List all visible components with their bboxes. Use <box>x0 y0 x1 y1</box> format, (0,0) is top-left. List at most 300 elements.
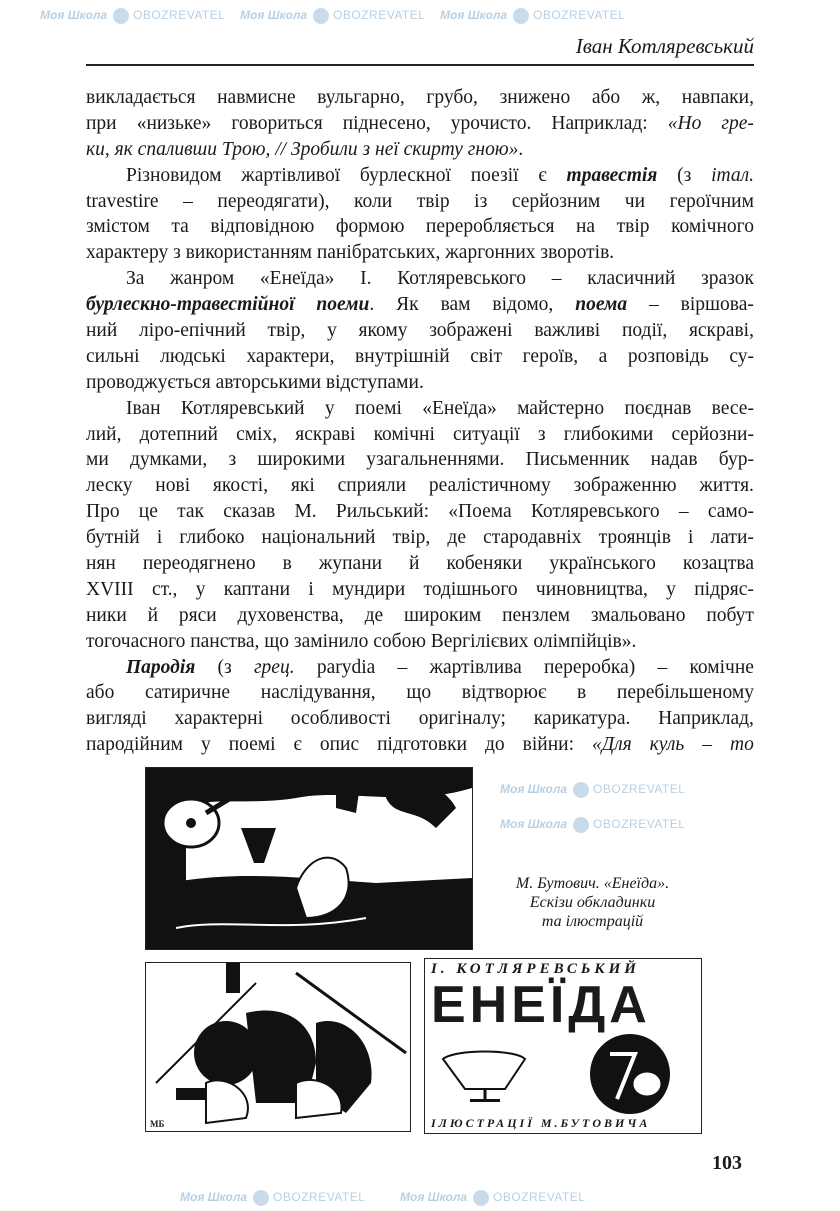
word <box>706 603 754 629</box>
text-segment: й <box>409 553 420 575</box>
word <box>679 499 689 525</box>
text-segment: переодягати), <box>217 190 330 212</box>
watermark-logo-icon <box>573 817 589 833</box>
term-highlight: травестія <box>566 164 658 186</box>
word <box>625 189 645 215</box>
word <box>448 499 511 525</box>
word <box>523 344 578 370</box>
word <box>157 525 162 551</box>
text-segment: твір, <box>267 320 306 342</box>
word <box>701 266 754 292</box>
word <box>628 344 709 370</box>
text-segment: і <box>688 527 694 549</box>
text-segment: переробляється <box>425 216 555 238</box>
text-segment: це <box>138 501 158 523</box>
word <box>681 292 754 318</box>
text-segment: поемі <box>228 734 276 756</box>
header-rule <box>86 64 754 66</box>
word <box>152 577 177 603</box>
watermark-logo-icon <box>253 1190 269 1206</box>
text-segment: широким <box>404 604 482 626</box>
word <box>336 214 405 240</box>
text-segment: на <box>576 216 596 238</box>
word <box>86 85 196 111</box>
illustration-cossacks <box>145 962 411 1132</box>
text-segment: Іван <box>126 397 161 419</box>
word <box>86 447 109 473</box>
text-line <box>86 732 754 758</box>
text-segment: і <box>308 578 314 600</box>
text-segment: зразок <box>701 268 754 290</box>
word <box>721 111 754 137</box>
text-line <box>86 240 754 266</box>
word <box>451 111 532 137</box>
text-line <box>86 85 754 111</box>
text-segment: змальовано <box>590 604 686 626</box>
word <box>699 473 754 499</box>
text-segment: в <box>577 682 587 704</box>
word <box>729 344 754 370</box>
word <box>86 706 147 732</box>
word <box>526 447 630 473</box>
word <box>295 422 355 448</box>
word <box>308 577 313 603</box>
word <box>523 732 574 758</box>
text-segment: ситуації <box>453 423 520 445</box>
text-segment: є <box>538 164 547 186</box>
watermark-brand: OBOZREVATEL <box>133 8 226 22</box>
watermark <box>440 6 625 24</box>
word <box>236 422 277 448</box>
text-segment: – <box>649 294 659 316</box>
text-segment: Наприклад: <box>551 112 648 134</box>
text-segment: Про <box>86 501 120 523</box>
watermark <box>500 815 685 833</box>
word <box>426 85 478 111</box>
word <box>332 577 405 603</box>
text-segment: козацтва <box>682 553 754 575</box>
text-line <box>86 137 754 163</box>
text-segment: . <box>369 294 375 316</box>
word <box>327 318 337 344</box>
text-line <box>86 706 754 732</box>
word <box>86 344 140 370</box>
watermark <box>40 6 225 24</box>
text-segment: знижено <box>499 87 571 108</box>
text-segment: з <box>228 449 237 471</box>
word <box>126 655 195 681</box>
text-line <box>86 396 754 422</box>
term-highlight: бурлескно-травестійної <box>86 294 295 316</box>
word <box>143 551 256 577</box>
text-segment: людські <box>160 345 226 367</box>
text-segment: XVIII <box>86 578 134 600</box>
word <box>179 525 244 551</box>
caption-line: М. Бутович. «Енеїда». <box>515 875 670 892</box>
word <box>483 525 581 551</box>
watermark-logo-icon <box>513 8 529 24</box>
text-line <box>86 318 754 344</box>
watermark-brand: Моя Школа <box>400 1190 468 1204</box>
word <box>447 525 466 551</box>
text-segment: так <box>177 501 204 523</box>
word <box>261 680 376 706</box>
word <box>730 732 754 758</box>
text-segment: За <box>126 268 145 290</box>
text-line <box>86 447 754 473</box>
word <box>651 447 698 473</box>
watermark-brand: OBOZREVATEL <box>533 8 626 22</box>
word <box>360 266 371 292</box>
text-segment: Наприклад, <box>658 708 754 730</box>
word <box>365 603 384 629</box>
text-segment: поєднав <box>624 397 692 419</box>
word <box>668 111 702 137</box>
word <box>599 525 671 551</box>
word <box>517 396 604 422</box>
text-segment: пародійним <box>86 734 184 756</box>
text-line <box>86 551 754 577</box>
text-segment: глибокими <box>563 423 654 445</box>
word <box>429 655 521 681</box>
text-segment: що <box>406 682 432 704</box>
text-segment: кобеняки <box>446 553 523 575</box>
text-line <box>86 655 754 681</box>
text-segment: духовенства, <box>237 604 344 626</box>
text-segment: Як <box>396 294 419 316</box>
word <box>86 577 134 603</box>
text-segment: – <box>397 656 408 678</box>
text-segment: (з <box>217 656 232 678</box>
artist-monogram: МБ <box>150 1119 165 1129</box>
word <box>534 318 600 344</box>
text-segment: ст., <box>151 578 178 600</box>
word <box>577 680 586 706</box>
text-segment: твір, <box>392 527 431 549</box>
text-segment: коли <box>354 190 393 212</box>
watermark-brand: OBOZREVATEL <box>273 1190 366 1204</box>
word <box>567 163 658 189</box>
word <box>257 447 345 473</box>
word <box>406 680 431 706</box>
text-segment: зображені <box>429 320 513 342</box>
word <box>86 473 132 499</box>
word <box>426 214 555 240</box>
text-segment: тодішнього <box>423 578 518 600</box>
word <box>711 163 754 189</box>
word <box>671 422 754 448</box>
word <box>485 732 505 758</box>
word <box>291 473 315 499</box>
word <box>126 266 144 292</box>
text-segment: формою <box>335 216 405 238</box>
text-line <box>86 163 754 189</box>
italic-text: куль <box>649 734 685 756</box>
text-segment: класичний <box>587 268 676 290</box>
word <box>86 189 159 215</box>
text-segment: події, <box>621 320 668 342</box>
text-line <box>86 111 754 137</box>
word <box>719 447 754 473</box>
word <box>575 292 627 318</box>
text-segment: ний <box>86 320 118 342</box>
word <box>317 85 405 111</box>
text-segment: серйозни- <box>671 423 754 445</box>
cover-credit: ІЛЮСТРАЦІЇ М.БУТОВИЧА <box>425 1114 701 1133</box>
text-segment: яскраві, <box>688 320 754 342</box>
word <box>682 85 754 111</box>
text-segment: нян <box>86 553 116 575</box>
word <box>689 655 754 681</box>
text-line <box>86 577 754 603</box>
text-segment: важливі <box>534 320 601 342</box>
term-highlight: Пародія <box>126 656 196 678</box>
text-segment: піднесено, <box>342 112 431 134</box>
word <box>512 189 600 215</box>
word <box>683 551 754 577</box>
text-segment: є <box>293 734 302 756</box>
word <box>591 603 686 629</box>
text-line <box>86 189 754 215</box>
running-header: Іван Котляревський <box>575 34 754 58</box>
text-line <box>86 422 754 448</box>
word <box>241 163 340 189</box>
word <box>139 499 158 525</box>
word <box>599 344 608 370</box>
watermark-brand: Моя Школа <box>40 8 108 22</box>
word <box>86 732 183 758</box>
italic-text: ки, як спаливши Трою, // Зробили з неї скирту гною» <box>86 138 519 160</box>
text-segment: глибоко <box>179 527 245 549</box>
watermark-brand: OBOZREVATEL <box>493 1190 586 1204</box>
word <box>502 603 570 629</box>
text-segment: національний <box>261 527 376 549</box>
text-segment: життя. <box>699 475 754 497</box>
text-segment: наслідування, <box>260 682 376 704</box>
text-line <box>86 214 754 240</box>
word <box>551 111 647 137</box>
word <box>544 655 635 681</box>
text-segment: та <box>171 216 189 238</box>
word <box>210 214 314 240</box>
word <box>538 163 546 189</box>
word <box>360 163 451 189</box>
text-segment: каптани <box>223 578 291 600</box>
text-segment: якості, <box>212 475 269 497</box>
text-segment: особливості <box>290 708 391 730</box>
text-segment: весе- <box>711 397 754 419</box>
text-segment: сказав <box>223 501 276 523</box>
text-line <box>86 525 754 551</box>
watermark <box>240 6 425 24</box>
text-segment: ми <box>86 449 109 471</box>
italic-text: грец. <box>253 656 295 678</box>
text-segment: карикатура. <box>533 708 631 730</box>
text-segment: само- <box>707 501 754 523</box>
figure-caption <box>495 874 690 931</box>
text-segment: характеру з використанням панібратських, жаргонних зворотів. <box>86 242 615 264</box>
watermark-brand: OBOZREVATEL <box>593 817 686 831</box>
text-line <box>86 603 754 629</box>
word <box>86 318 117 344</box>
page-number: 103 <box>712 1152 742 1174</box>
illustration-reclining-figure <box>145 767 473 950</box>
word <box>139 318 246 344</box>
word <box>708 499 754 525</box>
word <box>422 396 497 422</box>
word <box>617 214 650 240</box>
text-segment: в <box>282 553 292 575</box>
word <box>423 577 517 603</box>
word <box>398 655 408 681</box>
word <box>316 292 374 318</box>
text-line <box>86 499 754 525</box>
text-segment: жупани <box>318 553 383 575</box>
word <box>260 266 335 292</box>
text-line <box>86 473 754 499</box>
word <box>397 266 526 292</box>
watermark-logo-icon <box>573 782 589 798</box>
text-segment: Котляревського <box>530 501 660 523</box>
text-segment: внутрішній <box>355 345 450 367</box>
word <box>283 551 292 577</box>
word <box>377 732 467 758</box>
text-segment: зображенню <box>573 475 677 497</box>
text-segment: вульгарно, <box>317 87 405 108</box>
watermark-logo-icon <box>473 1190 489 1206</box>
word <box>355 396 402 422</box>
word <box>86 111 117 137</box>
text-segment: думками, <box>130 449 208 471</box>
word <box>231 111 322 137</box>
word <box>86 499 120 525</box>
word <box>177 499 204 525</box>
text-segment: нові <box>155 475 191 497</box>
text-segment: війни: <box>522 734 574 756</box>
text-segment: у <box>666 578 676 600</box>
word <box>474 189 487 215</box>
text-segment: із <box>474 190 488 212</box>
word <box>470 344 502 370</box>
text-segment: стародавніх <box>483 527 582 549</box>
word <box>689 318 754 344</box>
text-segment: ліро-епічний <box>139 320 246 342</box>
text-segment: поемі <box>355 397 402 419</box>
word <box>86 680 114 706</box>
text-segment: «Поема <box>448 501 512 523</box>
word <box>196 577 206 603</box>
text-segment: узагальненнями. <box>366 449 505 471</box>
word <box>336 499 429 525</box>
text-segment: героїв, <box>522 345 579 367</box>
text-segment: дотепний <box>139 423 218 445</box>
text-segment: українського <box>549 553 656 575</box>
text-segment: у <box>324 397 335 419</box>
italic-text: то <box>730 734 754 756</box>
watermark-brand: Моя Школа <box>440 8 508 22</box>
word <box>213 473 268 499</box>
text-segment: «низьке» <box>136 112 212 134</box>
text-segment: світ <box>470 345 503 367</box>
text-segment: сильні <box>86 345 140 367</box>
text-segment: бутній <box>86 527 140 549</box>
text-segment: до <box>485 734 505 756</box>
watermark <box>500 780 685 798</box>
text-segment: характерні <box>174 708 264 730</box>
word <box>126 163 221 189</box>
word <box>130 447 207 473</box>
text-segment: леску <box>86 475 133 497</box>
word <box>617 680 754 706</box>
word <box>574 473 677 499</box>
word <box>217 189 329 215</box>
text-segment: переробка) <box>544 656 636 678</box>
word <box>86 292 295 318</box>
word <box>688 525 693 551</box>
text-segment: переодягнено <box>142 553 256 575</box>
word <box>320 732 359 758</box>
text-segment: відповідною <box>210 216 315 238</box>
word <box>201 732 211 758</box>
watermark-brand: Моя Школа <box>500 817 568 831</box>
word <box>649 292 659 318</box>
text-segment: (з <box>677 164 692 186</box>
text-segment: з <box>537 423 546 445</box>
term-highlight: поеми <box>316 294 370 316</box>
word <box>549 551 656 577</box>
text-segment: тогочасного панства, що замінило собою Вергілієвих олімпійців». <box>86 630 637 652</box>
word <box>538 422 546 448</box>
text-segment: троянців <box>598 527 671 549</box>
text-segment: лати- <box>710 527 754 549</box>
text-segment: які <box>290 475 315 497</box>
text-segment: де <box>364 604 384 626</box>
word <box>419 706 506 732</box>
word <box>642 85 660 111</box>
italic-text: гре- <box>721 112 754 134</box>
text-line <box>86 629 754 655</box>
text-segment: – <box>551 268 562 290</box>
watermark-brand: Моя Школа <box>240 8 308 22</box>
word <box>702 732 712 758</box>
word <box>148 603 158 629</box>
word <box>366 447 504 473</box>
text-segment: Рильський: <box>335 501 430 523</box>
word <box>536 577 648 603</box>
text-segment: комічне <box>689 656 754 678</box>
caption-line: Ескізи обкладинки <box>529 894 656 911</box>
word <box>711 525 754 551</box>
caption-line: та ілюстрацій <box>541 913 644 930</box>
watermark-brand: OBOZREVATEL <box>593 782 686 796</box>
watermark <box>180 1188 365 1206</box>
text-segment: при <box>86 112 117 134</box>
word <box>354 189 392 215</box>
word <box>238 603 344 629</box>
word <box>229 732 276 758</box>
text-line <box>86 292 754 318</box>
text-segment: героїчним <box>669 190 754 212</box>
watermark <box>400 1188 585 1206</box>
word <box>137 111 212 137</box>
word <box>404 603 481 629</box>
word <box>223 499 275 525</box>
text-segment: сатиричне <box>145 682 231 704</box>
word <box>552 266 562 292</box>
watermark-brand: Моя Школа <box>180 1190 248 1204</box>
text-segment: у <box>200 734 211 756</box>
word <box>670 189 754 215</box>
